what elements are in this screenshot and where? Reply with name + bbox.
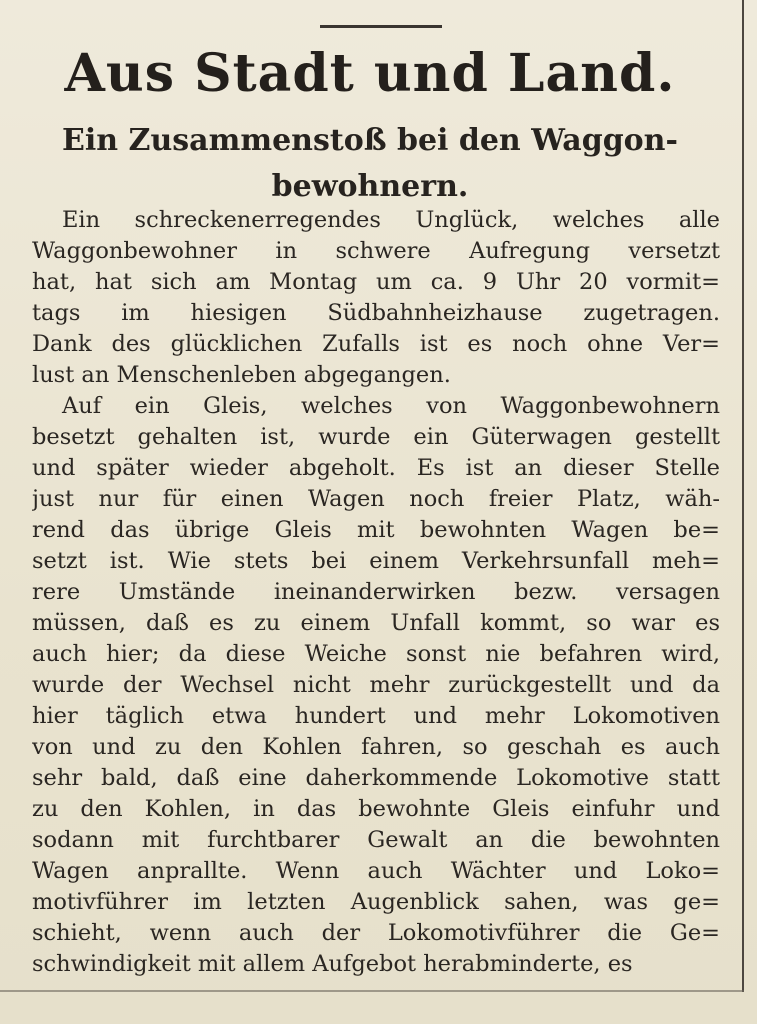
text-line: müssen, daß es zu einem Unfall kommt, so war es <box>32 610 720 636</box>
text-line: schieht, wenn auch der Lokomotivführer die Ge= <box>32 920 720 946</box>
text-line: Waggonbewohner in schwere Aufregung versetzt <box>32 238 720 264</box>
top-divider-rule <box>320 25 442 28</box>
text-line: Ein schreckenerregendes Unglück, welches alle <box>62 207 720 233</box>
text-line: und später wieder abgeholt. Es ist an dieser Stelle <box>32 455 720 481</box>
text-line: lust an Menschenleben abgegangen. <box>32 362 451 388</box>
text-line: rend das übrige Gleis mit bewohnten Wagen be= <box>32 517 720 543</box>
text-line: schwindigkeit mit allem Aufgebot herabminderte, es <box>32 951 633 977</box>
subheadline-line: bewohnern. <box>271 169 469 204</box>
text-line: Wagen anprallte. Wenn auch Wächter und Loko= <box>32 858 720 884</box>
section-headline: Aus Stadt und Land. <box>64 43 676 104</box>
text-line: hat, hat sich am Montag um ca. 9 Uhr 20 vormit= <box>32 269 720 295</box>
text-line: Dank des glücklichen Zufalls ist es noch ohne Ver= <box>32 331 720 357</box>
text-line: von und zu den Kohlen fahren, so geschah es auch <box>32 734 720 760</box>
text-line: tags im hiesigen Südbahnheizhause zugetragen. <box>32 300 720 326</box>
article-subheadline <box>14 118 726 210</box>
text-line: hier täglich etwa hundert und mehr Lokomotiven <box>32 703 720 729</box>
text-line: motivführer im letzten Augenblick sahen, was ge= <box>32 889 720 915</box>
column-divider-rule <box>742 0 744 992</box>
text-line: wurde der Wechsel nicht mehr zurückgestellt und da <box>32 672 720 698</box>
paragraph-1 <box>32 205 720 391</box>
paragraph-2 <box>32 391 720 980</box>
text-line: besetzt gehalten ist, wurde ein Güterwagen gestellt <box>32 424 720 450</box>
text-line: setzt ist. Wie stets bei einem Verkehrsunfall meh= <box>32 548 720 574</box>
text-line: sodann mit furchtbarer Gewalt an die bewohnten <box>32 827 720 853</box>
article-body <box>32 205 720 980</box>
subheadline-line: Ein Zusammenstoß bei den Waggon- <box>62 123 678 158</box>
text-line: Auf ein Gleis, welches von Waggonbewohnern <box>62 393 720 419</box>
page-bottom-edge <box>0 990 744 992</box>
text-line: auch hier; da diese Weiche sonst nie befahren wird, <box>32 641 720 667</box>
text-line: rere Umstände ineinanderwirken bezw. versagen <box>32 579 720 605</box>
text-line: zu den Kohlen, in das bewohnte Gleis einfuhr und <box>32 796 720 822</box>
text-line: just nur für einen Wagen noch freier Platz, wäh- <box>32 486 720 512</box>
text-line: sehr bald, daß eine daherkommende Lokomotive statt <box>32 765 720 791</box>
